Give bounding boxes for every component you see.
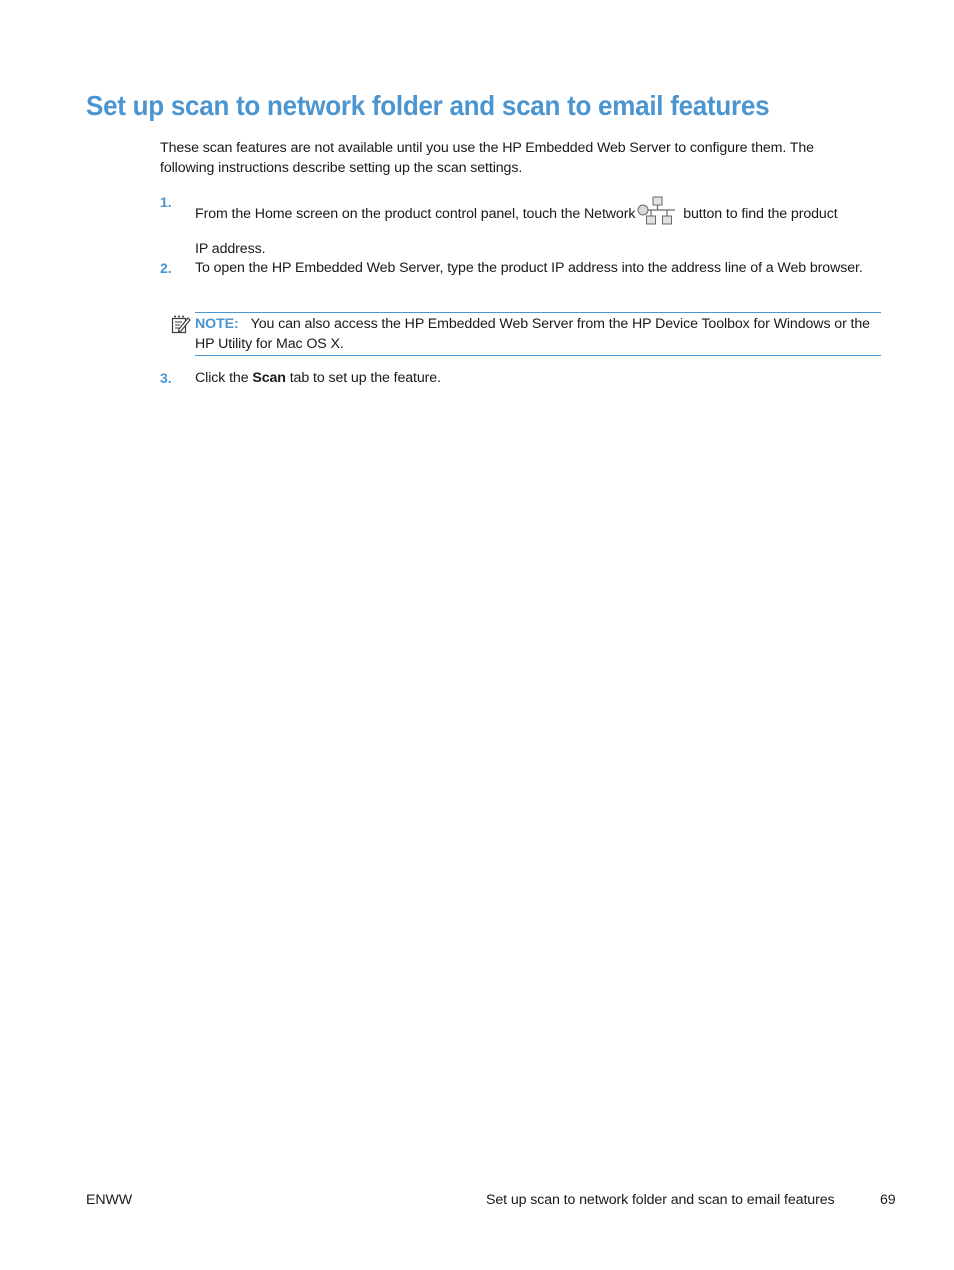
note-icon (171, 315, 191, 340)
step-text-after: button to find the product IP address. (195, 206, 838, 257)
intro-paragraph: These scan features are not available until you use the HP Embedded Web Server to configure them. The following instructions describe setting up the scan settings. (160, 140, 814, 176)
step-text-before: Click the (195, 370, 249, 386)
scan-tab-label: Scan (252, 370, 286, 386)
step-text (195, 196, 845, 263)
note-body: You can also access the HP Embedded Web Server from the HP Device Toolbox for Windows or the HP Utility for Mac OS X. (195, 316, 870, 352)
step-number: 3. (160, 370, 172, 386)
page-title: Set up scan to network folder and scan to email features (86, 90, 770, 121)
note-text (195, 315, 879, 354)
footer-left: ENWW (86, 1192, 133, 1208)
network-icon (637, 196, 677, 236)
step-number: 1. (160, 194, 172, 210)
footer-section-title: Set up scan to network folder and scan to email features (486, 1192, 835, 1208)
page-number: 69 (880, 1192, 896, 1208)
step-text: To open the HP Embedded Web Server, type the product IP address into the address line of a Web browser. (195, 260, 863, 276)
step-number: 2. (160, 260, 172, 276)
step-text-after: tab to set up the feature. (289, 370, 441, 386)
step-text (195, 369, 875, 389)
step-text-before: From the Home screen on the product control panel, touch the Network (195, 206, 636, 222)
note-label: NOTE: (195, 316, 239, 332)
